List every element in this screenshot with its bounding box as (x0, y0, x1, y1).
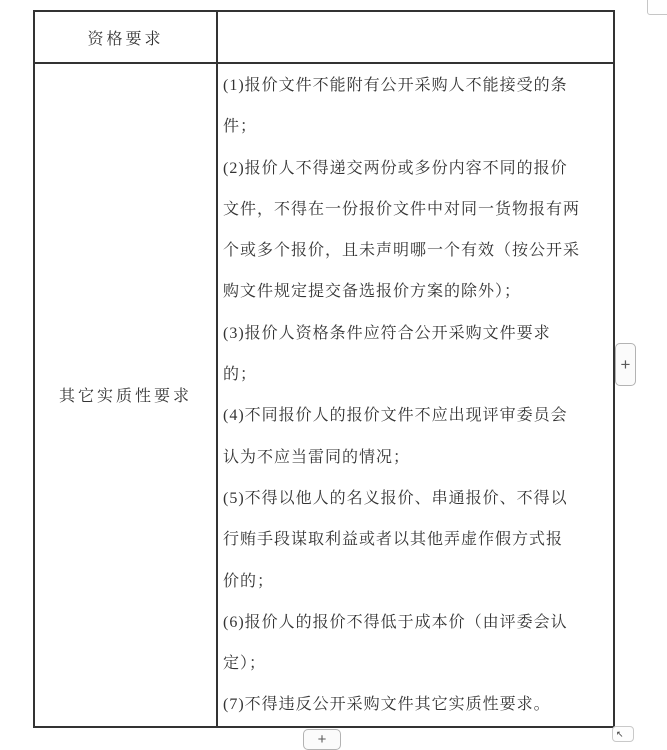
requirement-line: 文件，不得在一份报价文件中对同一货物报有两 (223, 200, 581, 218)
requirement-line: (3)报价人资格条件应符合公开采购文件要求 (223, 324, 551, 342)
requirement-line: 定）； (223, 655, 267, 673)
add-row-button[interactable] (303, 729, 341, 750)
requirement-line: 的； (223, 366, 258, 384)
plus-icon: + (317, 731, 327, 748)
add-column-button[interactable] (615, 343, 636, 386)
requirement-line: (2)报价人不得递交两份或多份内容不同的报价 (223, 159, 568, 177)
requirement-line: 个或多个报价，且未声明哪一个有效（按公开采 (223, 242, 581, 260)
top-right-partial-panel[interactable] (647, 0, 667, 15)
plus-icon: + (620, 354, 631, 374)
requirement-line: 购文件规定提交备选报价方案的除外）； (223, 283, 522, 301)
cell-qualification-value[interactable] (217, 11, 614, 63)
requirement-line: 件； (223, 118, 258, 136)
cell-other-requirements-value[interactable] (217, 63, 614, 727)
requirements-table (33, 10, 615, 728)
requirement-lines (218, 64, 613, 726)
requirement-line: (1)报价文件不能附有公开采购人不能接受的条 (223, 77, 568, 94)
requirement-line: 价的； (223, 572, 275, 590)
requirement-line: 行贿手段谋取利益或者以其他弄虚作假方式报 (223, 531, 564, 549)
table-corner-handle-button[interactable] (612, 726, 634, 742)
cursor-arrow-icon: ↖ (616, 728, 624, 739)
requirement-line: (6)报价人的报价不得低于成本价（由评委会认 (223, 613, 568, 631)
table-row (34, 63, 614, 727)
other-requirements-label: 其它实质性要求 (58, 388, 192, 406)
qualification-label: 资格要求 (87, 30, 164, 48)
table-row (34, 11, 614, 63)
requirement-line: 认为不应当雷同的情况； (223, 448, 411, 466)
requirement-line: (7)不得违反公开采购文件其它实质性要求。 (223, 696, 551, 714)
cell-qualification-label[interactable] (34, 11, 217, 63)
requirement-line: (4)不同报价人的报价文件不应出现评审委员会 (223, 407, 568, 425)
requirement-line: (5)不得以他人的名义报价、串通报价、不得以 (223, 489, 568, 507)
cell-other-requirements-label[interactable] (34, 63, 217, 727)
